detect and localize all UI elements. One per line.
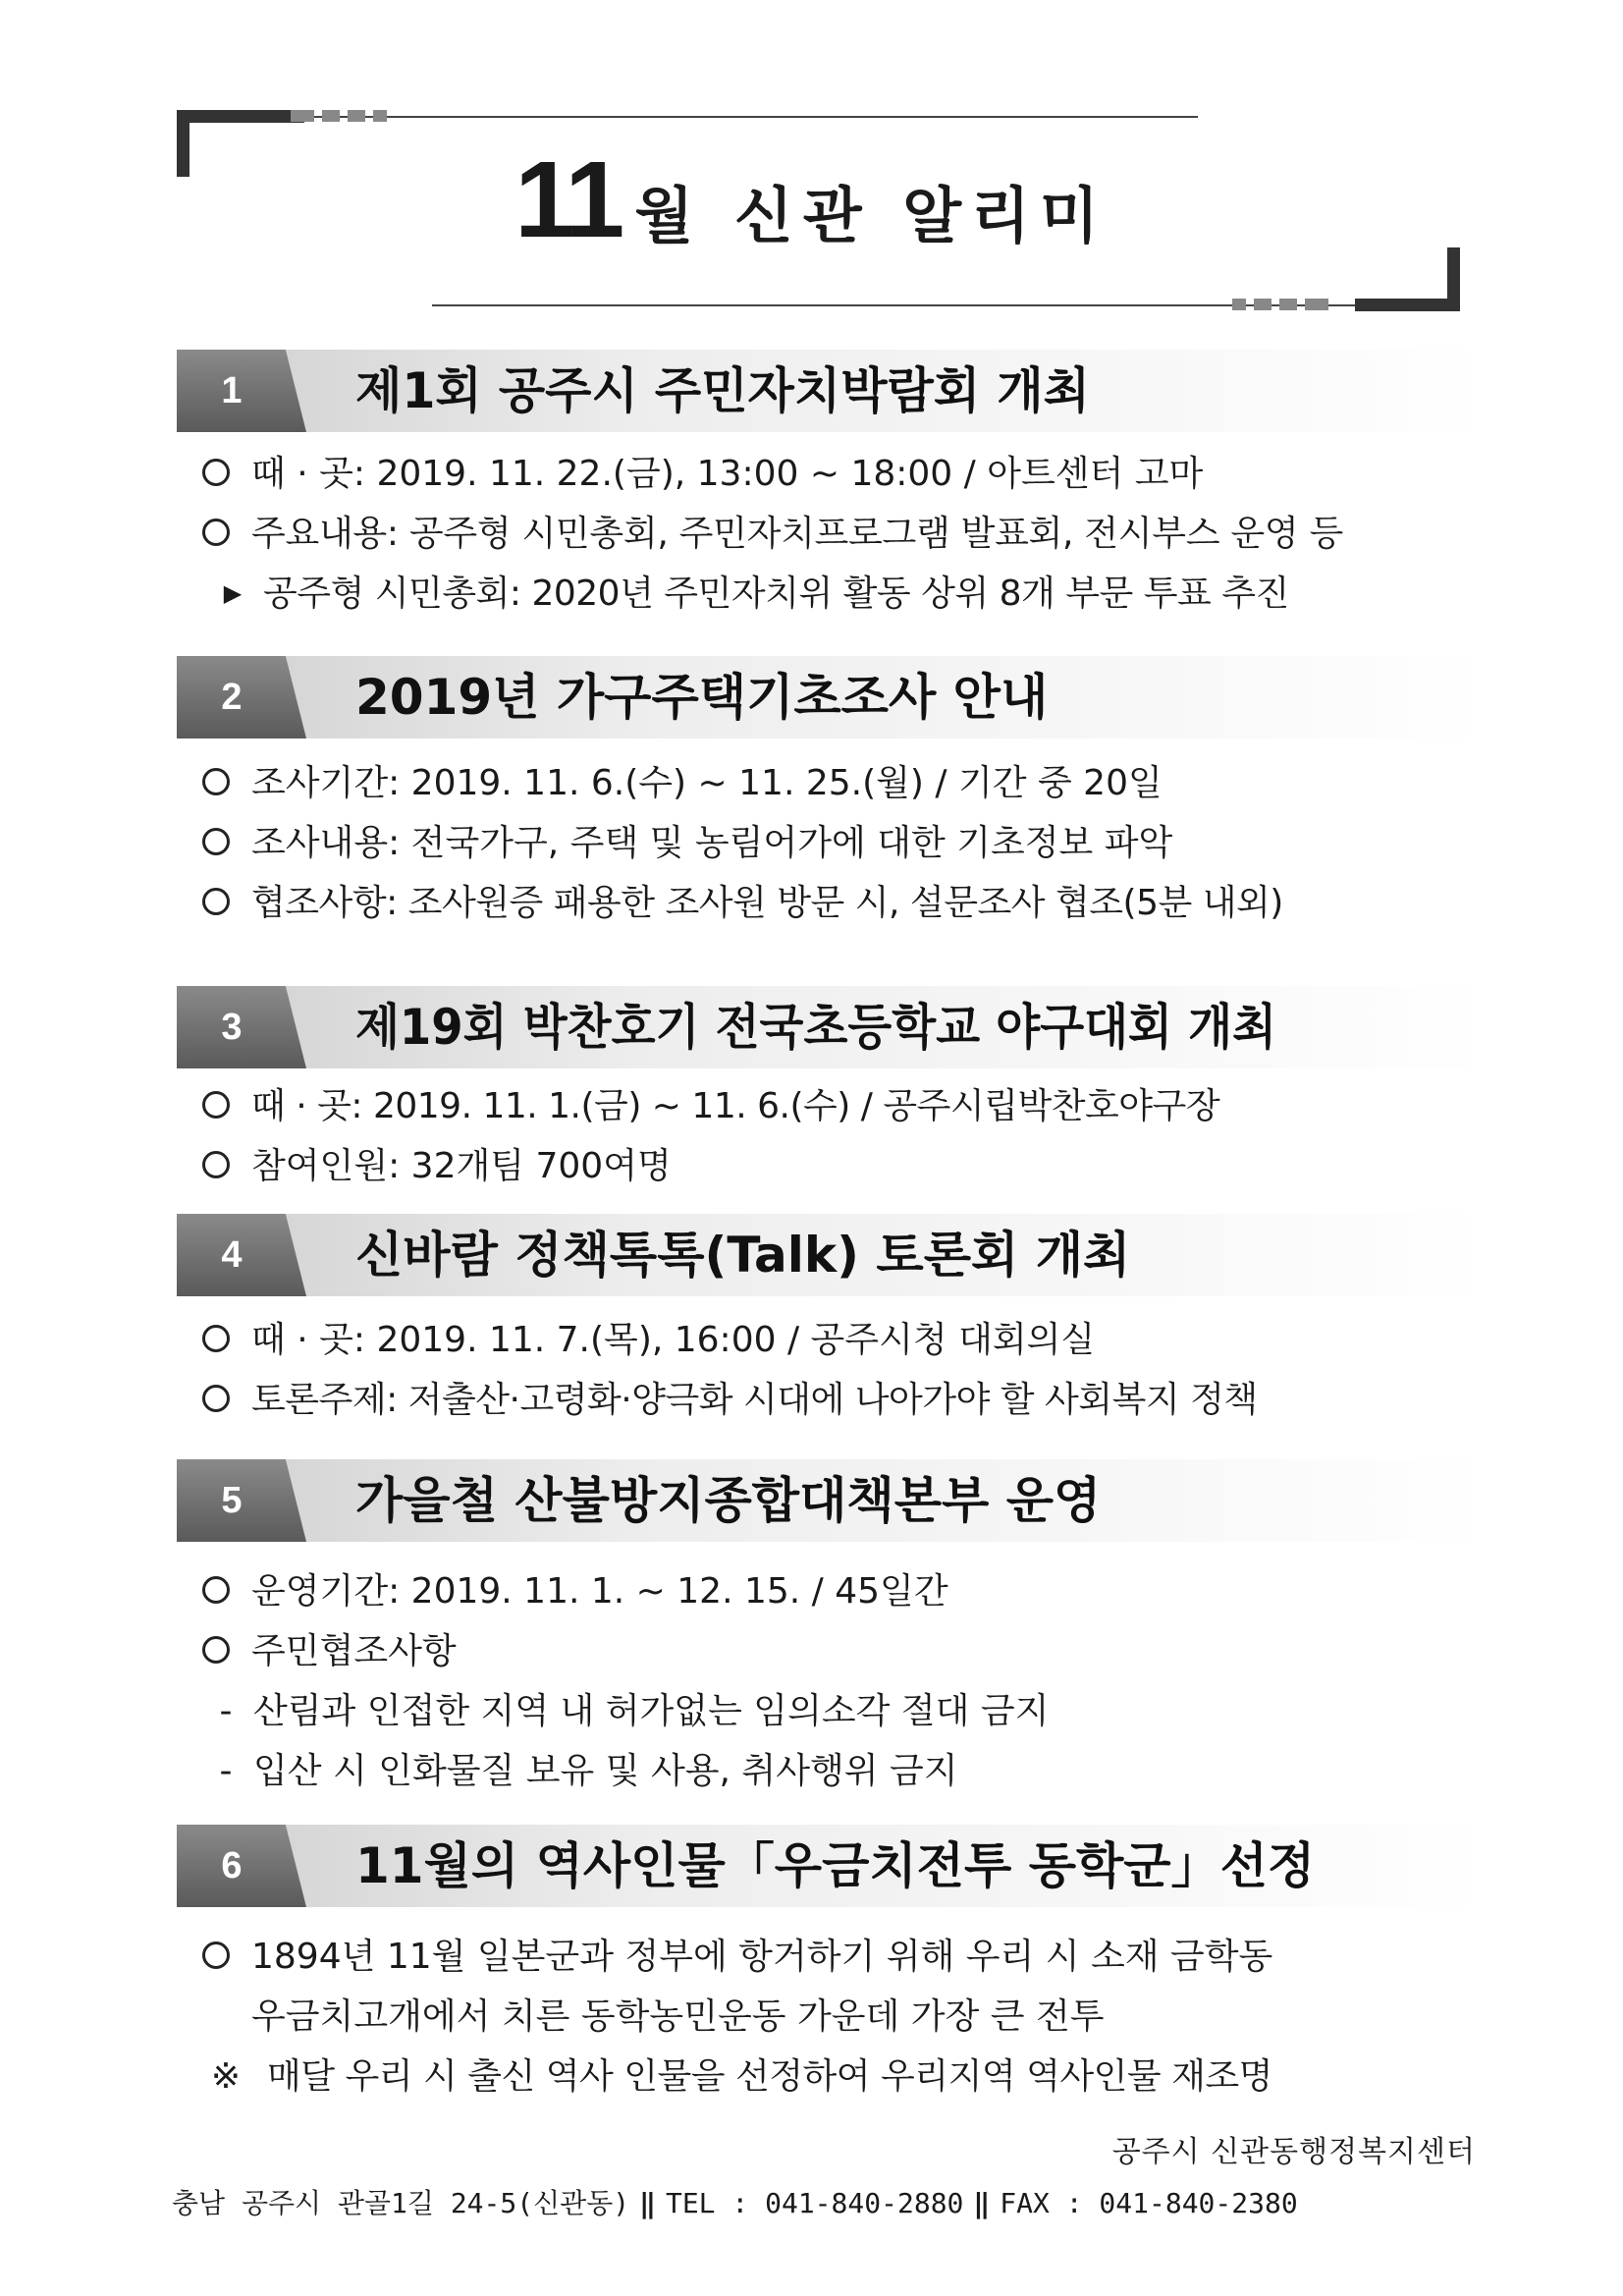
section-header (0, 1451, 1623, 1542)
list-item: 우금치고개에서 치른 동학농민운동 가운데 가장 큰 전투 (251, 1996, 1105, 2037)
circle-bullet-icon (196, 1370, 236, 1430)
section-header (0, 1817, 1623, 1907)
section-title: 제1회 공주시 주민자치박람회 개최 (355, 362, 1090, 419)
section-number: 4 (221, 1234, 243, 1276)
section-title: 제19회 박찬호기 전국초등학교 야구대회 개최 (355, 999, 1277, 1056)
page-title-text: 월 신관 알리미 (634, 180, 1109, 251)
list-item: 1894년 11월 일본군과 정부에 항거하기 위해 우리 시 소재 금학동 (0, 1927, 1623, 1987)
list-item: 조사내용: 전국가구, 주택 및 농림어가에 대한 기초정보 파악 (0, 813, 1623, 873)
list-item: - 산림과 인접한 지역 내 허가없는 임의소각 절대 금지 (0, 1681, 1623, 1741)
list-item: ※ 매달 우리 시 출신 역사 인물을 선정하여 우리지역 역사인물 재조명 (0, 2047, 1623, 2106)
circle-bullet-icon (196, 1076, 236, 1136)
section-header (0, 342, 1623, 432)
section-number: 1 (221, 370, 243, 411)
circle-bullet-icon (196, 1310, 236, 1370)
page-title-number: 11 (514, 139, 622, 260)
title-frame-bottom-dashes (1232, 299, 1328, 310)
title-frame-bottom-bar (1355, 299, 1460, 311)
list-item: 운영기간: 2019. 11. 1. ~ 12. 15. / 45일간 (0, 1561, 1623, 1621)
circle-bullet-icon (196, 444, 236, 504)
circle-bullet-icon (196, 1561, 236, 1621)
circle-bullet-icon (196, 504, 236, 564)
list-item: 토론주제: 저출산·고령화·양극화 시대에 나아가야 할 사회복지 정책 (0, 1370, 1623, 1430)
list-item: 주민협조사항 (0, 1621, 1623, 1681)
footer-address: 충남 공주시 관골1길 24-5(신관동) (172, 2187, 630, 2219)
circle-bullet-icon (196, 813, 236, 873)
notice-section-6 (0, 1817, 1623, 2106)
section-number: 6 (221, 1845, 243, 1886)
list-item: ▶ 공주형 시민총회: 2020년 주민자치위 활동 상위 8개 부문 투표 추진 (0, 564, 1623, 624)
list-item: 때 · 곳: 2019. 11. 22.(금), 13:00 ~ 18:00 / 아트센터 고마 (0, 444, 1623, 504)
title-frame-top-bar (177, 110, 304, 123)
notice-section-1 (0, 342, 1623, 624)
dash-bullet-icon: - (219, 1691, 233, 1731)
section-title: 11월의 역사인물「우금치전투 동학군」선정 (355, 1837, 1316, 1894)
list-item: - 입산 시 인화물질 보유 및 사용, 취사행위 금지 (0, 1741, 1623, 1801)
title-frame-top-dashes (291, 110, 387, 122)
section-header (0, 1206, 1623, 1296)
notice-section-5 (0, 1451, 1623, 1801)
notice-section-4 (0, 1206, 1623, 1430)
list-item: 때 · 곳: 2019. 11. 7.(목), 16:00 / 공주시청 대회의실 (0, 1310, 1623, 1370)
circle-bullet-icon (196, 873, 236, 933)
footer-contact (172, 2182, 1298, 2221)
section-number: 5 (221, 1480, 243, 1521)
page-title (0, 137, 1623, 262)
footer-office-name: 공주시 신관동행정복지센터 (1111, 2135, 1476, 2169)
list-item: 참여인원: 32개팀 700여명 (0, 1136, 1623, 1196)
section-number: 3 (221, 1007, 243, 1048)
list-item: 협조사항: 조사원증 패용한 조사원 방문 시, 설문조사 협조(5분 내외) (0, 873, 1623, 933)
section-title: 가을철 산불방지종합대책본부 운영 (355, 1472, 1102, 1529)
circle-bullet-icon (196, 1136, 236, 1196)
notice-section-2 (0, 648, 1623, 933)
section-header (0, 978, 1623, 1068)
circle-bullet-icon (196, 753, 236, 813)
section-header (0, 648, 1623, 738)
section-title: 2019년 가구주택기초조사 안내 (355, 669, 1049, 726)
footer-fax: FAX : 041-840-2380 (1000, 2187, 1298, 2219)
arrow-bullet-icon: ▶ (223, 579, 243, 607)
section-title: 신바람 정책톡톡(Talk) 토론회 개최 (355, 1227, 1131, 1284)
circle-bullet-icon (196, 1621, 236, 1681)
list-item: 주요내용: 공주형 시민총회, 주민자치프로그램 발표회, 전시부스 운영 등 (0, 504, 1623, 564)
reference-mark-icon: ※ (210, 2056, 242, 2097)
circle-bullet-icon (196, 1927, 236, 1987)
footer-tel: TEL : 041-840-2880 (665, 2187, 964, 2219)
list-item: 조사기간: 2019. 11. 6.(수) ~ 11. 25.(월) / 기간 중 20일 (0, 753, 1623, 813)
notice-section-3 (0, 978, 1623, 1196)
separator-icon: ‖ (639, 2187, 656, 2219)
section-number: 2 (221, 677, 243, 718)
dash-bullet-icon: - (219, 1751, 233, 1791)
separator-icon: ‖ (973, 2187, 991, 2219)
list-item: 때 · 곳: 2019. 11. 1.(금) ~ 11. 6.(수) / 공주시립박찬호야구장 (0, 1076, 1623, 1136)
